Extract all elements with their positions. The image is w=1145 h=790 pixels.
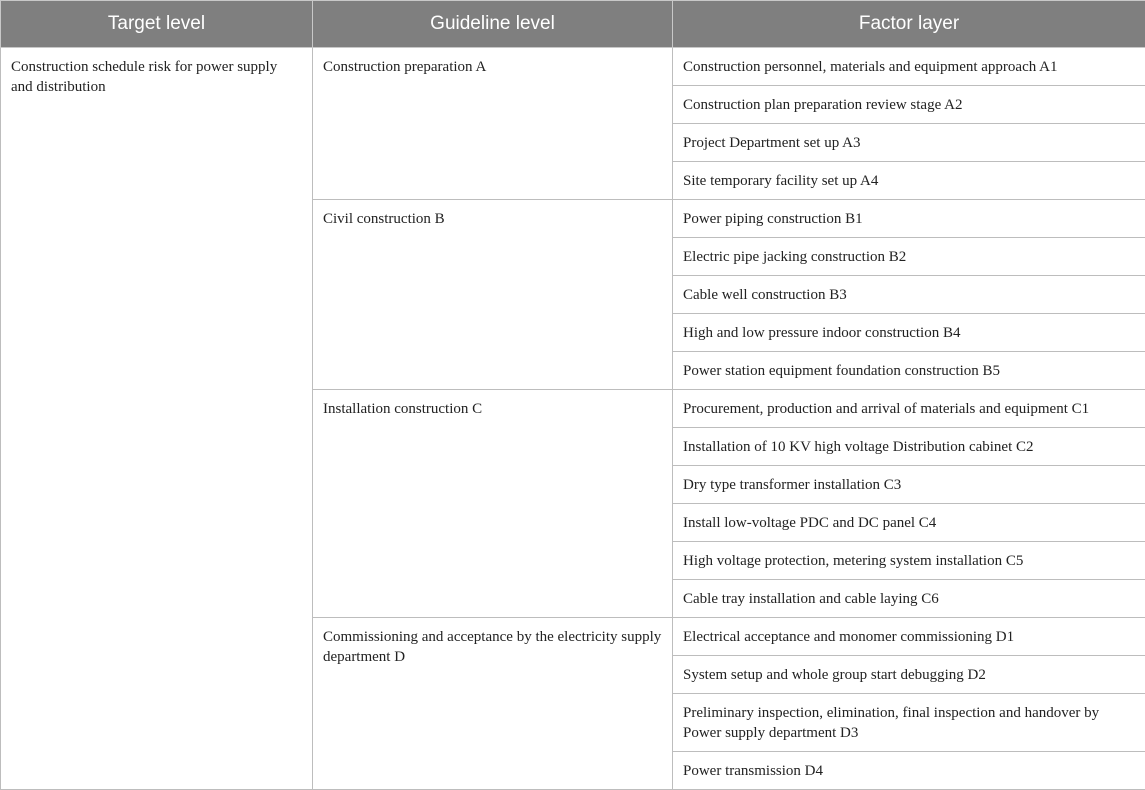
- factor-cell-a2: Construction plan preparation review stage A2: [673, 86, 1145, 124]
- header-target-level: Target level: [1, 1, 313, 48]
- factor-cell-c5: High voltage protection, metering system installation C5: [673, 542, 1145, 580]
- target-level-cell: Construction schedule risk for power supply and distribution: [1, 48, 313, 790]
- factor-cell-a3: Project Department set up A3: [673, 124, 1145, 162]
- factor-cell-d4: Power transmission D4: [673, 752, 1145, 790]
- guideline-cell-a: Construction preparation A: [313, 48, 673, 200]
- guideline-cell-c: Installation construction C: [313, 390, 673, 618]
- factor-cell-c3: Dry type transformer installation C3: [673, 466, 1145, 504]
- factor-cell-a4: Site temporary facility set up A4: [673, 162, 1145, 200]
- factor-cell-c6: Cable tray installation and cable laying C6: [673, 580, 1145, 618]
- table-row: [1, 48, 1145, 86]
- factor-cell-b2: Electric pipe jacking construction B2: [673, 238, 1145, 276]
- factor-cell-b5: Power station equipment foundation construction B5: [673, 352, 1145, 390]
- factor-cell-a1: Construction personnel, materials and equipment approach A1: [673, 48, 1145, 86]
- header-factor-layer: Factor layer: [673, 1, 1145, 48]
- factor-cell-b4: High and low pressure indoor construction B4: [673, 314, 1145, 352]
- guideline-cell-b: Civil construction B: [313, 200, 673, 390]
- factor-cell-c4: Install low-voltage PDC and DC panel C4: [673, 504, 1145, 542]
- factor-cell-d1: Electrical acceptance and monomer commissioning D1: [673, 618, 1145, 656]
- factor-cell-c2: Installation of 10 KV high voltage Distribution cabinet C2: [673, 428, 1145, 466]
- guideline-cell-d: Commissioning and acceptance by the electricity supply department D: [313, 618, 673, 790]
- factor-cell-c1: Procurement, production and arrival of materials and equipment C1: [673, 390, 1145, 428]
- factor-cell-d2: System setup and whole group start debugging D2: [673, 656, 1145, 694]
- header-guideline-level: Guideline level: [313, 1, 673, 48]
- table-header-row: [1, 1, 1145, 48]
- factor-cell-b1: Power piping construction B1: [673, 200, 1145, 238]
- factor-cell-b3: Cable well construction B3: [673, 276, 1145, 314]
- factor-cell-d3: Preliminary inspection, elimination, final inspection and handover by Power supply department D3: [673, 694, 1145, 752]
